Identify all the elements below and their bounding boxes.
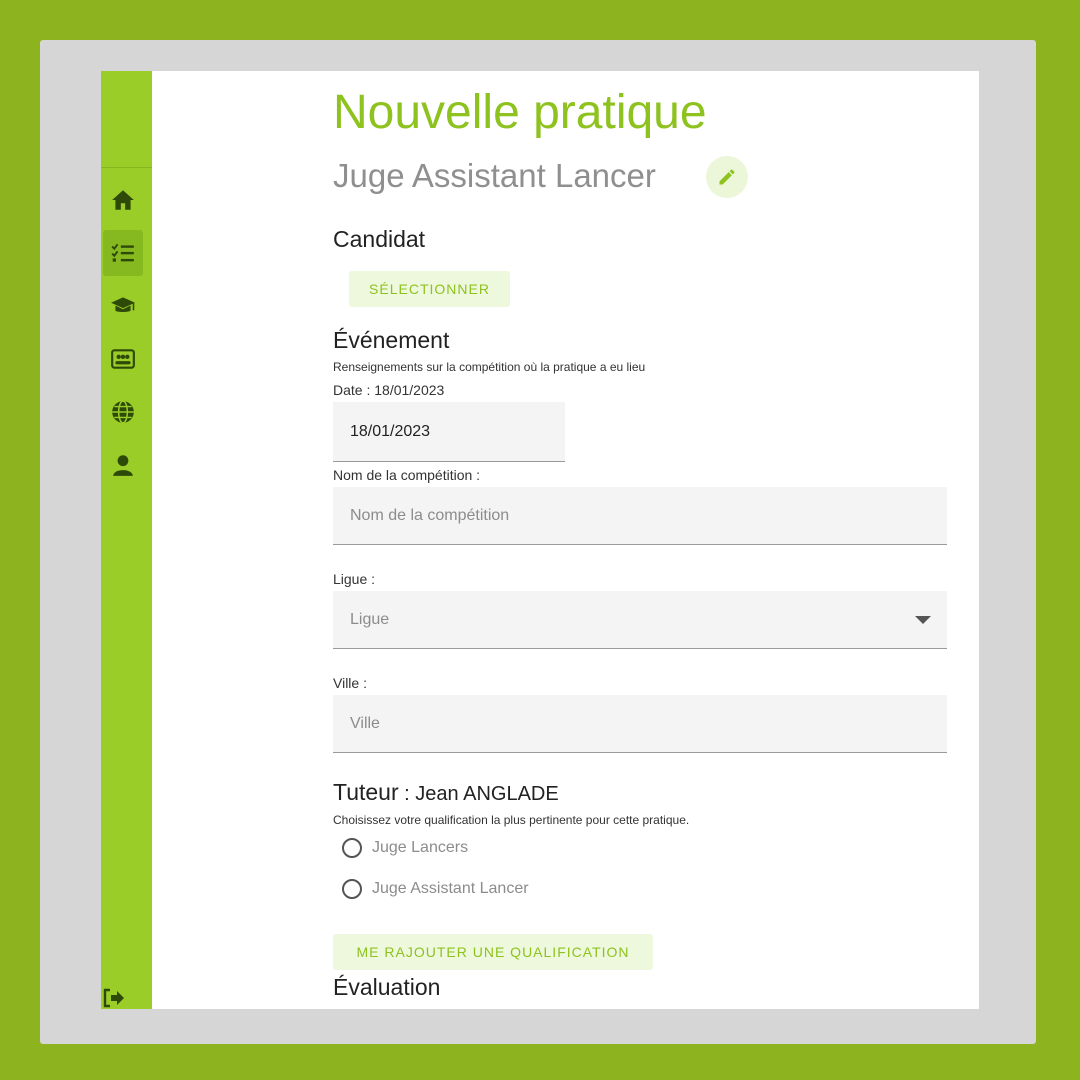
app-screen (101, 71, 979, 1009)
tuteur-description: Choisissez votre qualification la plus pertinente pour cette pratique. (333, 813, 690, 827)
sidebar-divider (101, 167, 152, 168)
globe-icon (110, 399, 136, 425)
radio-circle[interactable] (342, 838, 362, 858)
sidebar-item-profil[interactable] (103, 442, 143, 488)
ville-placeholder: Ville (350, 714, 380, 732)
sidebar-item-formations[interactable] (103, 283, 143, 329)
page-title: Nouvelle pratique (333, 86, 707, 139)
tuteur-name: : Jean ANGLADE (398, 783, 559, 805)
select-candidate-button[interactable]: SÉLECTIONNER (349, 271, 510, 307)
dropdown-arrow-icon (915, 616, 931, 624)
sidebar-item-carte[interactable] (103, 336, 143, 382)
candidat-heading: Candidat (333, 226, 426, 252)
date-field[interactable] (333, 402, 565, 462)
ligue-placeholder: Ligue (350, 610, 390, 628)
evenement-description: Renseignements sur la compétition où la pratique a eu lieu (333, 360, 646, 374)
sidebar-item-home[interactable] (103, 177, 143, 223)
ville-input[interactable] (333, 695, 947, 753)
evenement-heading: Événement (333, 327, 450, 353)
ville-label: Ville : (333, 675, 367, 691)
tuteur-heading-row (333, 779, 559, 806)
graduation-cap-icon (110, 293, 136, 319)
sidebar-item-pratiques[interactable] (103, 230, 143, 276)
radio-circle[interactable] (342, 879, 362, 899)
home-icon (110, 187, 136, 213)
radio-option-juge-lancers[interactable] (342, 838, 468, 858)
evaluation-heading: Évaluation (333, 974, 441, 1000)
id-card-icon (110, 346, 136, 372)
date-label: Date : 18/01/2023 (333, 382, 445, 398)
radio-option-juge-assistant-lancer[interactable] (342, 879, 529, 899)
page-subtitle: Juge Assistant Lancer (333, 157, 656, 194)
checklist-icon (110, 240, 136, 266)
user-icon (110, 452, 136, 478)
tuteur-heading: Tuteur (333, 779, 399, 805)
competition-placeholder: Nom de la compétition (350, 506, 510, 524)
ligue-label: Ligue : (333, 571, 376, 587)
logout-button[interactable] (101, 986, 131, 1009)
radio-label: Juge Lancers (372, 839, 469, 856)
ligue-select[interactable] (333, 591, 947, 649)
pencil-icon (717, 167, 737, 187)
sidebar-item-international[interactable] (103, 389, 143, 435)
radio-label: Juge Assistant Lancer (372, 880, 529, 897)
edit-button[interactable] (706, 156, 748, 198)
logout-icon (101, 986, 125, 1009)
competition-input[interactable] (333, 487, 947, 545)
add-qualification-button[interactable]: ME RAJOUTER UNE QUALIFICATION (333, 934, 653, 970)
sidebar (101, 71, 152, 1009)
competition-label: Nom de la compétition : (333, 467, 481, 483)
date-value: 18/01/2023 (350, 422, 431, 440)
